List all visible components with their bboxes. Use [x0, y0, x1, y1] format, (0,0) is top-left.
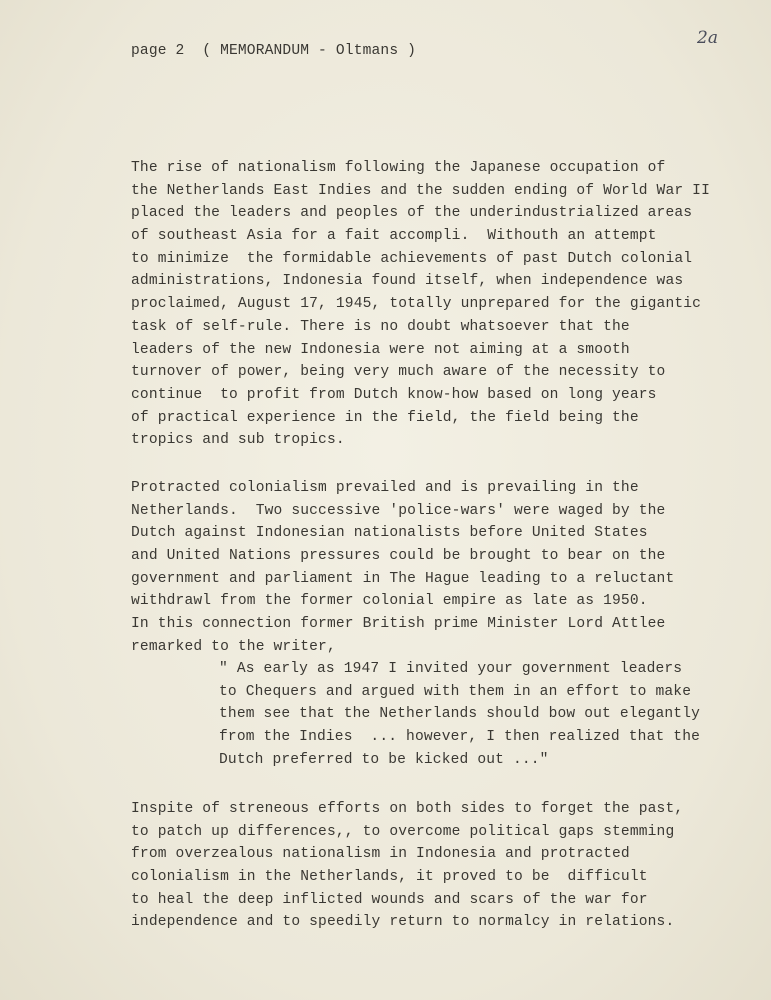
text-line: In this connection former British prime Minister Lord Attlee — [131, 616, 666, 633]
text-line: to Chequers and argued with them in an effort to make — [219, 683, 692, 700]
text-line: to patch up differences,, to overcome political gaps stemming — [131, 823, 675, 840]
text-line: Inspite of streneous efforts on both sides to forget the past, — [131, 801, 684, 817]
paragraph-relations — [131, 798, 683, 934]
handwritten-page-mark: 2a — [697, 28, 718, 48]
text-line: task of self-rule. There is no doubt whatsoever that the — [131, 318, 630, 335]
text-line: continue to profit from Dutch know-how based on long years — [131, 386, 657, 403]
text-line: from overzealous nationalism in Indonesia and protracted — [131, 846, 630, 863]
text-line: Protracted colonialism prevailed and is prevailing in the — [131, 480, 639, 496]
text-line: proclaimed, August 17, 1945, totally unprepared for the gigantic — [131, 296, 702, 313]
text-line: " As early as 1947 I invited your government leaders — [219, 661, 683, 677]
text-line: to heal the deep inflicted wounds and scars of the war for — [131, 891, 648, 908]
text-line: independence and to speedily return to normalcy in relations. — [131, 914, 675, 931]
text-line: of practical experience in the field, the field being the — [131, 409, 639, 426]
text-line: the Netherlands East Indies and the sudden ending of World War II — [131, 182, 710, 199]
text-line: Dutch preferred to be kicked out ..." — [219, 751, 549, 768]
text-line: The rise of nationalism following the Japanese occupation of — [131, 160, 666, 176]
text-line: tropics and sub tropics. — [131, 432, 345, 449]
text-line: to minimize the formidable achievements of past Dutch colonial — [131, 250, 693, 267]
text-line: and United Nations pressures could be brought to bear on the — [131, 548, 666, 565]
text-line: placed the leaders and peoples of the underindustrialized areas — [131, 205, 693, 222]
text-line: withdrawl from the former colonial empire as late as 1950. — [131, 593, 648, 610]
text-line: Netherlands. Two successive 'police-wars' were waged by the — [131, 502, 666, 519]
text-line: turnover of power, being very much aware of the necessity to — [131, 364, 666, 381]
text-line: remarked to the writer, — [131, 638, 336, 655]
paragraph-colonialism — [131, 477, 674, 659]
text-line: them see that the Netherlands should bow out elegantly — [219, 706, 701, 723]
text-line: of southeast Asia for a fait accompli. Withouth an attempt — [131, 228, 657, 245]
text-line: Dutch against Indonesian nationalists before United States — [131, 525, 648, 542]
text-line: government and parliament in The Hague leading to a reluctant — [131, 570, 675, 587]
paragraph-nationalism — [131, 157, 710, 452]
text-line: administrations, Indonesia found itself, when independence was — [131, 273, 684, 290]
page-header: page 2 ( MEMORANDUM - Oltmans ) — [131, 43, 417, 59]
text-line: colonialism in the Netherlands, it proved to be difficult — [131, 869, 648, 886]
quote-attlee — [219, 658, 700, 771]
text-line: from the Indies ... however, I then realized that the — [219, 729, 701, 746]
text-line: leaders of the new Indonesia were not aiming at a smooth — [131, 341, 630, 358]
